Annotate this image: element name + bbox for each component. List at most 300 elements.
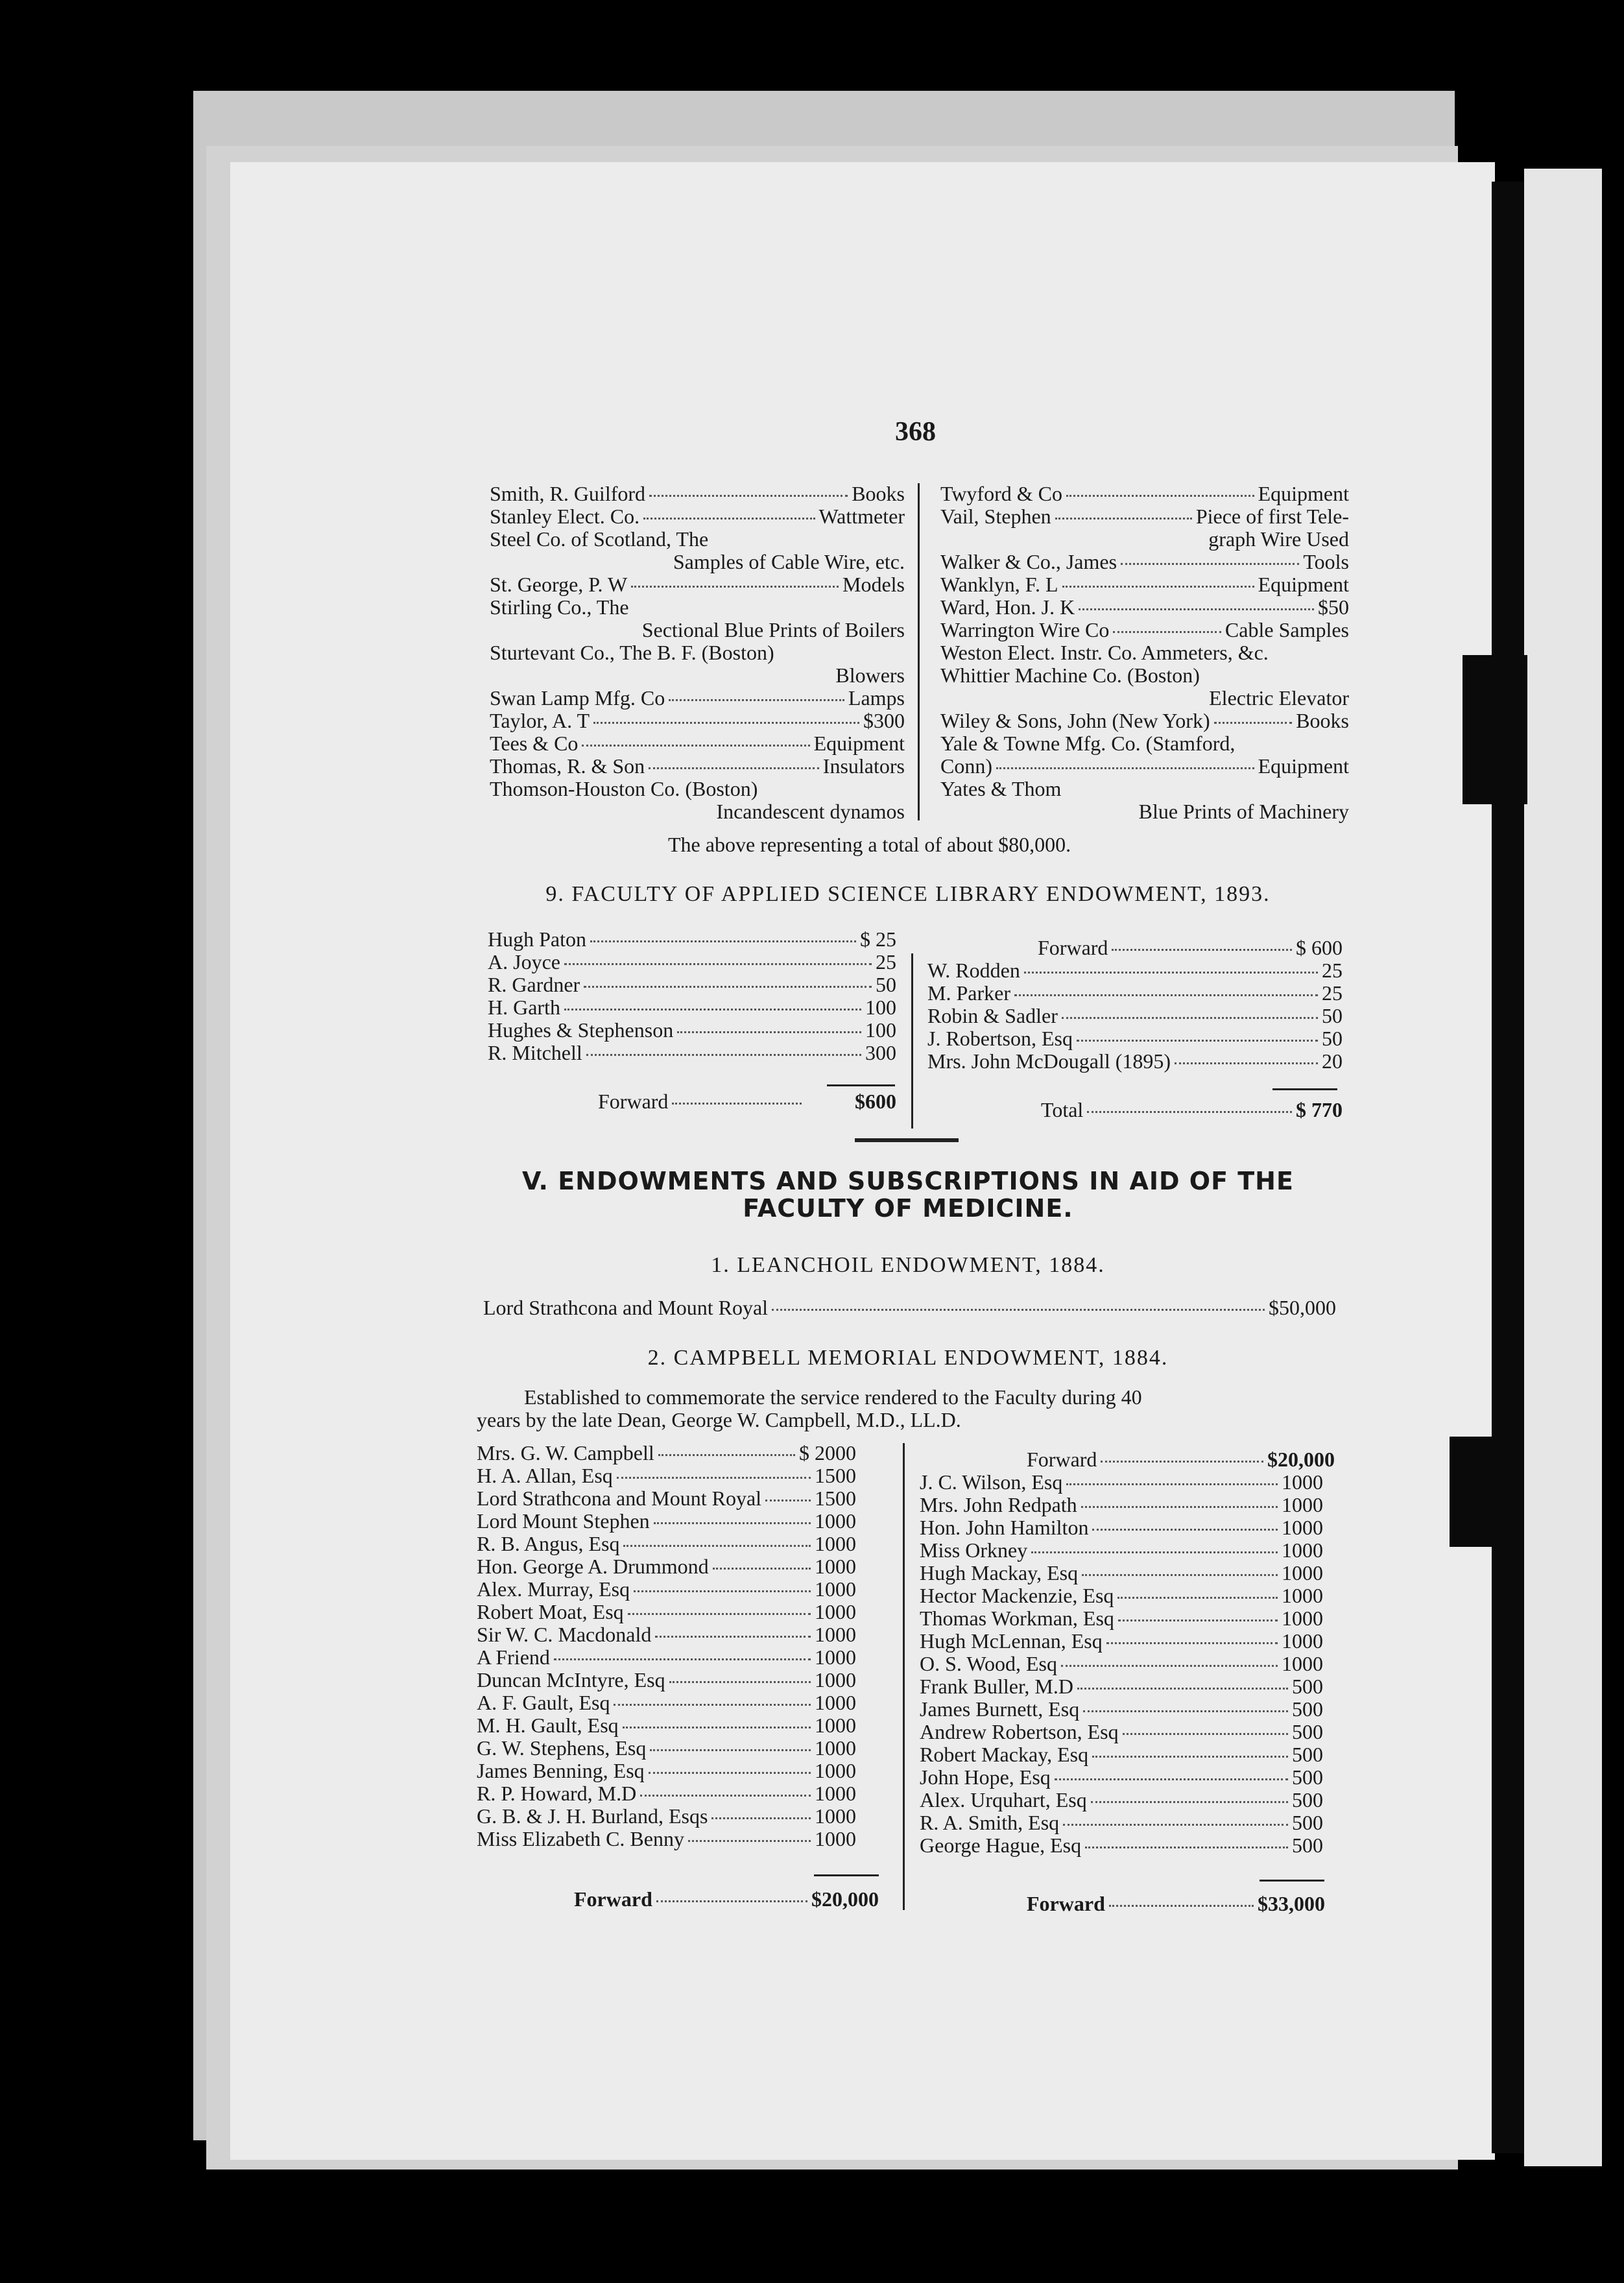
entry-name: St. George, P. W bbox=[490, 573, 628, 596]
entry-value: Samples of Cable Wire, etc. bbox=[673, 550, 905, 573]
exhibitor-row bbox=[940, 777, 1349, 800]
entry-value: 500 bbox=[1292, 1834, 1323, 1857]
entry-value: Equipment bbox=[1258, 754, 1349, 778]
entry-name: Lord Mount Stephen bbox=[477, 1509, 650, 1533]
donor-row bbox=[920, 1743, 1323, 1765]
exhibitor-row bbox=[940, 505, 1349, 527]
entry-name: Duncan McIntyre, Esq bbox=[477, 1668, 665, 1691]
leader-dots bbox=[634, 1590, 811, 1592]
donor-row bbox=[477, 1714, 856, 1736]
donor-row bbox=[477, 1804, 856, 1827]
leader-dots bbox=[623, 1727, 811, 1728]
entry-name: Robert Mackay, Esq bbox=[920, 1743, 1089, 1766]
entry-value: 1000 bbox=[815, 1691, 856, 1714]
entry-value: 1000 bbox=[1282, 1538, 1323, 1562]
entry-name: Lord Strathcona and Mount Royal bbox=[477, 1487, 762, 1510]
donor-row bbox=[488, 1018, 896, 1041]
sum-rule bbox=[827, 1084, 895, 1086]
leader-dots bbox=[1112, 949, 1292, 951]
donor-row bbox=[477, 1759, 856, 1782]
leader-dots bbox=[643, 518, 815, 520]
entry-value: 500 bbox=[1292, 1765, 1323, 1789]
donor-row bbox=[477, 1600, 856, 1623]
exhibitor-row bbox=[490, 686, 905, 709]
donor-row bbox=[477, 1782, 856, 1804]
entry-name: Yale & Towne Mfg. Co. (Stamford, bbox=[940, 732, 1236, 755]
leader-dots bbox=[1055, 518, 1192, 520]
entry-name: Whittier Machine Co. (Boston) bbox=[940, 663, 1200, 687]
entry-name: Walker & Co., James bbox=[940, 550, 1117, 573]
leader-dots bbox=[1061, 1665, 1278, 1667]
donor-row bbox=[477, 1736, 856, 1759]
leader-dots bbox=[1117, 1597, 1278, 1599]
entry-name: Miss Orkney bbox=[920, 1538, 1028, 1562]
section9-left-forward bbox=[488, 1090, 896, 1112]
donor-row bbox=[477, 1555, 856, 1577]
binding-shadow-blot bbox=[1450, 1437, 1524, 1547]
entry-name: Smith, R. Guilford bbox=[490, 482, 646, 505]
forward-amount: $20,000 bbox=[811, 1887, 879, 1911]
donor-row bbox=[920, 1652, 1323, 1675]
leader-dots bbox=[688, 1840, 811, 1842]
leader-dots bbox=[672, 1103, 802, 1105]
entry-value: 1000 bbox=[815, 1532, 856, 1555]
donor-row bbox=[477, 1623, 856, 1645]
leader-dots bbox=[1066, 495, 1254, 497]
leader-dots bbox=[677, 1031, 861, 1033]
entry-value: graph Wire Used bbox=[1208, 527, 1349, 551]
entry-value: 1000 bbox=[1282, 1516, 1323, 1539]
entry-name: M. Parker bbox=[927, 981, 1010, 1005]
leader-dots bbox=[1113, 631, 1221, 633]
forward-amount: $ 600 bbox=[1296, 936, 1343, 959]
forward-label: Forward bbox=[1038, 936, 1108, 959]
leader-dots bbox=[713, 1568, 811, 1570]
entry-name: R. A. Smith, Esq bbox=[920, 1811, 1060, 1834]
entry-value: $ 2000 bbox=[799, 1441, 856, 1464]
entry-value: 1500 bbox=[815, 1487, 856, 1510]
entry-value: 500 bbox=[1292, 1697, 1323, 1721]
leader-dots bbox=[654, 1522, 811, 1524]
section-separator bbox=[855, 1138, 959, 1142]
entry-name: Mrs. John Redpath bbox=[920, 1493, 1077, 1516]
leader-dots bbox=[1118, 1620, 1278, 1621]
entry-value: 25 bbox=[876, 950, 896, 974]
leader-dots bbox=[1109, 1905, 1254, 1907]
donor-row bbox=[477, 1691, 856, 1714]
donor-row bbox=[920, 1675, 1323, 1697]
exhibitors-right-column bbox=[940, 482, 1349, 822]
entry-name: Thomas Workman, Esq bbox=[920, 1607, 1114, 1630]
leader-dots bbox=[1014, 994, 1318, 996]
donor-row bbox=[920, 1561, 1323, 1584]
donor-row bbox=[488, 973, 896, 996]
entry-value: Wattmeter bbox=[818, 505, 905, 528]
forward-label: Forward bbox=[598, 1090, 669, 1113]
leader-dots bbox=[1214, 722, 1293, 724]
facing-page-edge bbox=[1524, 169, 1602, 2166]
forward-label: Forward bbox=[574, 1887, 652, 1911]
leader-dots bbox=[669, 699, 844, 701]
leader-dots bbox=[1083, 1710, 1288, 1712]
leader-dots bbox=[1031, 1551, 1278, 1553]
entry-name: Weston Elect. Instr. Co. Ammeters, &c. bbox=[940, 641, 1269, 664]
exhibitor-row bbox=[490, 527, 905, 550]
entry-name: Tees & Co bbox=[490, 732, 579, 755]
forward-amount: $33,000 bbox=[1258, 1892, 1325, 1915]
entry-value: 1000 bbox=[1282, 1652, 1323, 1675]
donor-row bbox=[927, 981, 1343, 1004]
entry-name: A. Joyce bbox=[488, 950, 560, 974]
exhibitor-row bbox=[940, 732, 1349, 754]
exhibitor-row bbox=[940, 663, 1349, 686]
entry-name: R. Gardner bbox=[488, 973, 580, 996]
entry-value: 500 bbox=[1292, 1743, 1323, 1766]
entry-name: Wanklyn, F. L bbox=[940, 573, 1058, 596]
column-divider bbox=[911, 953, 913, 1129]
entry-name: Swan Lamp Mfg. Co bbox=[490, 686, 665, 710]
entry-name: George Hague, Esq bbox=[920, 1834, 1082, 1857]
entry-name: M. H. Gault, Esq bbox=[477, 1714, 619, 1737]
exhibitor-row bbox=[490, 732, 905, 754]
page-number: 368 bbox=[895, 417, 936, 447]
entry-value: 1000 bbox=[815, 1555, 856, 1578]
campbell-right-forward bbox=[920, 1448, 1335, 1470]
sum-rule bbox=[814, 1874, 879, 1876]
entry-name: James Burnett, Esq bbox=[920, 1697, 1080, 1721]
entry-name: R. P. Howard, M.D bbox=[477, 1782, 637, 1805]
entry-value: Equipment bbox=[1258, 573, 1349, 596]
intro-line-2: years by the late Dean, George W. Campbell, M.D., LL.D. bbox=[477, 1408, 961, 1431]
exhibitor-row bbox=[490, 777, 905, 800]
entry-name: J. Robertson, Esq bbox=[927, 1027, 1073, 1050]
intro-line-1: Established to commemorate the service rendered to the Faculty during 40 bbox=[524, 1385, 1142, 1409]
leader-dots bbox=[656, 1900, 807, 1902]
leader-dots bbox=[655, 1636, 811, 1638]
donor-row bbox=[477, 1509, 856, 1532]
entry-value: Blowers bbox=[835, 663, 905, 687]
donor-row bbox=[477, 1487, 856, 1509]
entry-value: 1000 bbox=[815, 1600, 856, 1623]
exhibitor-row bbox=[940, 573, 1349, 595]
entry-name: Hugh McLennan, Esq bbox=[920, 1629, 1103, 1653]
entry-name: Alex. Murray, Esq bbox=[477, 1577, 630, 1601]
entry-value: $300 bbox=[863, 709, 905, 732]
entry-name: Alex. Urquhart, Esq bbox=[920, 1788, 1087, 1811]
entry-name: G. W. Stephens, Esq bbox=[477, 1736, 647, 1760]
exhibitor-row bbox=[490, 595, 905, 618]
donor-row bbox=[477, 1827, 856, 1850]
entry-value: 1000 bbox=[815, 1668, 856, 1691]
donor-row bbox=[920, 1516, 1323, 1538]
leader-dots bbox=[669, 1681, 811, 1683]
entry-name: Vail, Stephen bbox=[940, 505, 1051, 528]
campbell-right-total bbox=[920, 1892, 1325, 1915]
donor-row bbox=[927, 1049, 1343, 1072]
entry-value: Blue Prints of Machinery bbox=[1138, 800, 1349, 823]
entry-value: Electric Elevator bbox=[1209, 686, 1349, 710]
entry-value: 1000 bbox=[1282, 1493, 1323, 1516]
entry-name: R. Mitchell bbox=[488, 1041, 582, 1064]
entry-value: Books bbox=[1296, 709, 1349, 732]
exhibitor-row bbox=[490, 550, 905, 573]
entry-name: Frank Buller, M.D bbox=[920, 1675, 1073, 1698]
leader-dots bbox=[1091, 1801, 1288, 1803]
exhibitors-total-note: The above representing a total of about $80,000. bbox=[668, 833, 1071, 856]
entry-name: Yates & Thom bbox=[940, 777, 1062, 800]
entry-value: 50 bbox=[1322, 1027, 1343, 1050]
donor-row bbox=[477, 1645, 856, 1668]
donor-row bbox=[927, 959, 1343, 981]
leader-dots bbox=[628, 1613, 811, 1615]
leader-dots bbox=[649, 767, 819, 769]
entry-name: Hon. George A. Drummond bbox=[477, 1555, 709, 1578]
donor-row bbox=[920, 1584, 1323, 1607]
forward-label: Forward bbox=[1027, 1892, 1105, 1915]
leader-dots bbox=[1077, 1040, 1318, 1042]
entry-value: 25 bbox=[1322, 981, 1343, 1005]
donor-row bbox=[920, 1788, 1323, 1811]
donor-row bbox=[477, 1532, 856, 1555]
column-divider bbox=[903, 1443, 905, 1910]
entry-value: 500 bbox=[1292, 1811, 1323, 1834]
leader-dots bbox=[564, 1009, 861, 1010]
entry-value: 1000 bbox=[1282, 1470, 1323, 1494]
exhibitor-row bbox=[490, 641, 905, 663]
entry-name: A. F. Gault, Esq bbox=[477, 1691, 610, 1714]
forward-amount: $600 bbox=[855, 1090, 896, 1113]
entry-name: H. A. Allan, Esq bbox=[477, 1464, 613, 1487]
entry-value: 1000 bbox=[1282, 1607, 1323, 1630]
donor-row bbox=[920, 1811, 1323, 1834]
entry-name: Thomson-Houston Co. (Boston) bbox=[490, 777, 758, 800]
donor-row bbox=[920, 1834, 1323, 1856]
entry-name: R. B. Angus, Esq bbox=[477, 1532, 620, 1555]
section-heading: 9. FACULTY OF APPLIED SCIENCE LIBRARY ENDOWMENT, 1893. bbox=[545, 882, 1271, 906]
entry-value: 100 bbox=[865, 1018, 896, 1042]
leader-dots bbox=[554, 1658, 811, 1660]
document-page bbox=[230, 162, 1495, 2160]
leader-dots bbox=[1175, 1062, 1318, 1064]
entry-value: 25 bbox=[1322, 959, 1343, 982]
leanchoil-entry bbox=[483, 1296, 1336, 1319]
campbell-left-forward bbox=[477, 1887, 879, 1910]
entry-name: G. B. & J. H. Burland, Esqs bbox=[477, 1804, 708, 1828]
donor-row bbox=[488, 927, 896, 950]
forward-row bbox=[927, 936, 1343, 959]
campbell-left-column bbox=[477, 1441, 856, 1850]
entry-name: W. Rodden bbox=[927, 959, 1020, 982]
leader-dots bbox=[1077, 1688, 1288, 1690]
leader-dots bbox=[1087, 1111, 1292, 1113]
leader-dots bbox=[1079, 608, 1314, 610]
entry-value: 1000 bbox=[815, 1623, 856, 1646]
leader-dots bbox=[617, 1477, 811, 1479]
exhibitors-left-column bbox=[490, 482, 905, 822]
leader-dots bbox=[631, 586, 839, 588]
leader-dots bbox=[649, 1772, 811, 1774]
entry-value: 500 bbox=[1292, 1720, 1323, 1743]
entry-name: Taylor, A. T bbox=[490, 709, 590, 732]
donor-row bbox=[927, 1027, 1343, 1049]
entry-value: Sectional Blue Prints of Boilers bbox=[641, 618, 905, 641]
exhibitor-row bbox=[940, 641, 1349, 663]
entry-value: 1000 bbox=[1282, 1629, 1323, 1653]
entry-value: 1000 bbox=[815, 1509, 856, 1533]
entry-value: Insulators bbox=[822, 754, 905, 778]
entry-name: Conn) bbox=[940, 754, 992, 778]
forward-label: Forward bbox=[1027, 1448, 1097, 1471]
entry-name: Stanley Elect. Co. bbox=[490, 505, 640, 528]
donor-row bbox=[920, 1697, 1323, 1720]
entry-value: 1000 bbox=[815, 1804, 856, 1828]
leader-dots bbox=[590, 940, 856, 942]
donor-row bbox=[488, 1041, 896, 1064]
leader-dots bbox=[1081, 1506, 1278, 1508]
entry-value: 1000 bbox=[815, 1577, 856, 1601]
exhibitor-row bbox=[490, 505, 905, 527]
leader-dots bbox=[1063, 1824, 1288, 1826]
entry-name: Stirling Co., The bbox=[490, 595, 629, 619]
binding-shadow-blot bbox=[1463, 655, 1527, 804]
exhibitor-row bbox=[490, 618, 905, 641]
leader-dots bbox=[1101, 1461, 1263, 1463]
entry-name: J. C. Wilson, Esq bbox=[920, 1470, 1063, 1494]
donor-row bbox=[927, 1004, 1343, 1027]
entry-name: O. S. Wood, Esq bbox=[920, 1652, 1057, 1675]
exhibitor-row bbox=[490, 663, 905, 686]
part-heading-line1: V. ENDOWMENTS AND SUBSCRIPTIONS IN AID OF THE bbox=[522, 1167, 1294, 1195]
entry-name: Warrington Wire Co bbox=[940, 618, 1110, 641]
exhibitor-row bbox=[490, 800, 905, 822]
donor-row bbox=[920, 1470, 1323, 1493]
entry-value: 1000 bbox=[815, 1759, 856, 1782]
section9-right-column bbox=[927, 936, 1343, 1072]
leader-dots bbox=[711, 1817, 811, 1819]
entry-value: 50 bbox=[876, 973, 896, 996]
entry-value: Incandescent dynamos bbox=[716, 800, 905, 823]
leader-dots bbox=[586, 1054, 861, 1056]
entry-value: Piece of first Tele- bbox=[1195, 505, 1349, 528]
leader-dots bbox=[1082, 1574, 1278, 1576]
binding-shadow bbox=[1492, 182, 1524, 2153]
sum-rule bbox=[1272, 1088, 1337, 1090]
forward-amount: $20,000 bbox=[1267, 1448, 1335, 1471]
sum-rule bbox=[1260, 1880, 1324, 1882]
entry-value: Books bbox=[852, 482, 905, 505]
exhibitor-row bbox=[940, 482, 1349, 505]
leader-dots bbox=[1055, 1778, 1288, 1780]
entry-value: $ 25 bbox=[860, 927, 896, 951]
entry-name: Sturtevant Co., The B. F. (Boston) bbox=[490, 641, 774, 664]
donor-name: Lord Strathcona and Mount Royal bbox=[483, 1296, 769, 1319]
section-heading: 1. LEANCHOIL ENDOWMENT, 1884. bbox=[711, 1253, 1105, 1277]
leader-dots bbox=[1092, 1529, 1278, 1531]
leader-dots bbox=[640, 1795, 811, 1797]
entry-value: 500 bbox=[1292, 1788, 1323, 1811]
entry-value: 300 bbox=[865, 1041, 896, 1064]
total-label: Total bbox=[1041, 1098, 1084, 1121]
entry-value: 20 bbox=[1322, 1049, 1343, 1073]
entry-value: 1000 bbox=[815, 1645, 856, 1669]
entry-value: 1000 bbox=[815, 1736, 856, 1760]
exhibitor-row bbox=[490, 709, 905, 732]
entry-name: Robert Moat, Esq bbox=[477, 1600, 624, 1623]
entry-value: Cable Samples bbox=[1224, 618, 1349, 641]
entry-value: 1000 bbox=[815, 1827, 856, 1850]
leader-dots bbox=[1123, 1733, 1288, 1735]
exhibitor-row bbox=[490, 754, 905, 777]
entry-value: 1000 bbox=[815, 1714, 856, 1737]
exhibitor-row bbox=[940, 527, 1349, 550]
entry-value: 500 bbox=[1292, 1675, 1323, 1698]
exhibitor-row bbox=[940, 686, 1349, 709]
leader-dots bbox=[564, 963, 872, 965]
entry-name: Ward, Hon. J. K bbox=[940, 595, 1075, 619]
entry-value: 1000 bbox=[815, 1782, 856, 1805]
part-heading-line2: FACULTY OF MEDICINE. bbox=[743, 1194, 1073, 1223]
entry-name: A Friend bbox=[477, 1645, 550, 1669]
exhibitor-row bbox=[490, 573, 905, 595]
entry-name: Miss Elizabeth C. Benny bbox=[477, 1827, 684, 1850]
donor-row bbox=[477, 1668, 856, 1691]
campbell-right-column bbox=[920, 1470, 1323, 1856]
entry-name: Steel Co. of Scotland, The bbox=[490, 527, 709, 551]
entry-name: Andrew Robertson, Esq bbox=[920, 1720, 1119, 1743]
entry-value: Equipment bbox=[813, 732, 905, 755]
entry-name: Twyford & Co bbox=[940, 482, 1062, 505]
entry-name: Robin & Sadler bbox=[927, 1004, 1058, 1027]
entry-value: Lamps bbox=[848, 686, 905, 710]
entry-name: Mrs. John McDougall (1895) bbox=[927, 1049, 1171, 1073]
leader-dots bbox=[772, 1309, 1265, 1311]
leader-dots bbox=[1024, 972, 1318, 974]
entry-name: Hugh Paton bbox=[488, 927, 586, 951]
leader-dots bbox=[1092, 1756, 1288, 1758]
total-amount: $ 770 bbox=[1296, 1098, 1343, 1121]
section-heading: 2. CAMPBELL MEMORIAL ENDOWMENT, 1884. bbox=[647, 1346, 1169, 1370]
donor-row bbox=[920, 1629, 1323, 1652]
part-heading bbox=[454, 1167, 1362, 1222]
donor-row bbox=[488, 950, 896, 973]
leader-dots bbox=[996, 767, 1254, 769]
leader-dots bbox=[649, 495, 848, 497]
column-divider bbox=[918, 483, 920, 820]
leader-dots bbox=[584, 986, 872, 988]
leader-dots bbox=[1106, 1642, 1278, 1644]
donor-row bbox=[920, 1493, 1323, 1516]
entry-name: James Benning, Esq bbox=[477, 1759, 645, 1782]
entry-name: Mrs. G. W. Campbell bbox=[477, 1441, 654, 1464]
donor-row bbox=[920, 1765, 1323, 1788]
section9-total bbox=[927, 1098, 1343, 1121]
entry-value: 50 bbox=[1322, 1004, 1343, 1027]
leader-dots bbox=[765, 1500, 811, 1501]
exhibitor-row bbox=[940, 618, 1349, 641]
exhibitor-row bbox=[490, 482, 905, 505]
entry-name: Hughes & Stephenson bbox=[488, 1018, 674, 1042]
donor-row bbox=[477, 1464, 856, 1487]
entry-name: Sir W. C. Macdonald bbox=[477, 1623, 652, 1646]
exhibitor-row bbox=[940, 800, 1349, 822]
entry-value: 1000 bbox=[1282, 1584, 1323, 1607]
exhibitor-row bbox=[940, 754, 1349, 777]
leader-dots bbox=[1085, 1847, 1288, 1848]
entry-name: Wiley & Sons, John (New York) bbox=[940, 709, 1210, 732]
leader-dots bbox=[1062, 586, 1254, 588]
exhibitor-row bbox=[940, 709, 1349, 732]
donor-row bbox=[488, 996, 896, 1018]
